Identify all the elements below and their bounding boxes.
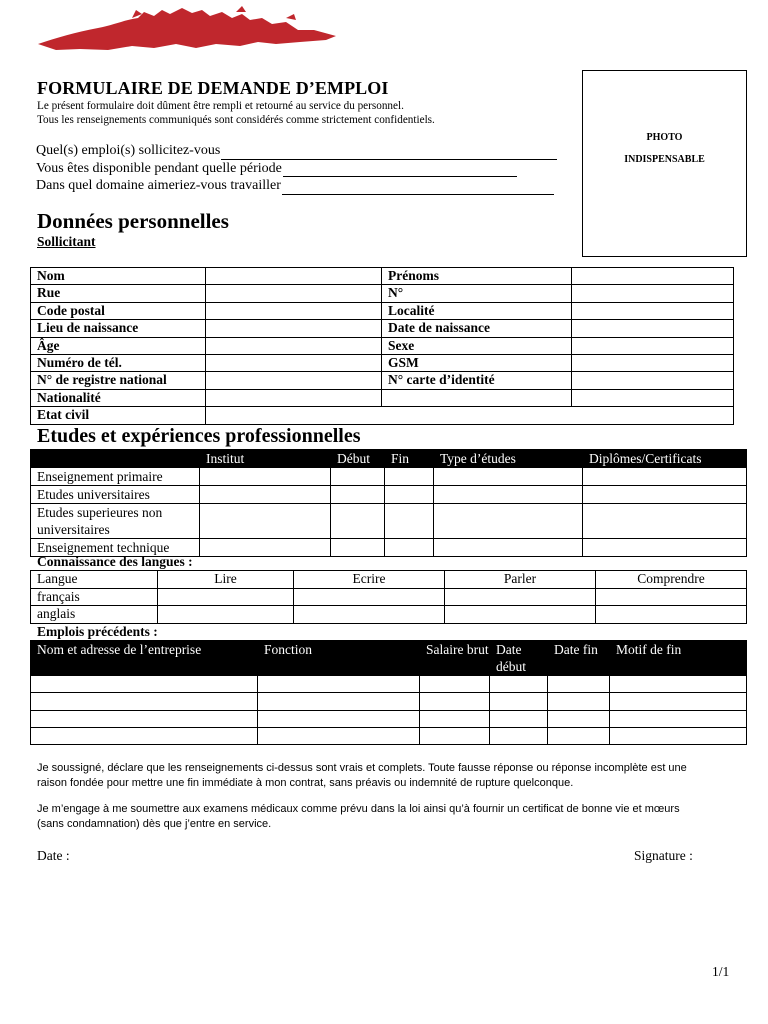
table-cell[interactable] <box>434 539 583 557</box>
column-header: Parler <box>445 571 596 589</box>
table-cell[interactable] <box>200 504 331 539</box>
field-label: Numéro de tél. <box>31 354 206 371</box>
table-cell[interactable] <box>434 468 583 486</box>
table-row <box>31 372 734 389</box>
table-cell[interactable] <box>158 606 294 624</box>
field-label: Lieu de naissance <box>31 320 206 337</box>
field-input[interactable] <box>572 372 734 389</box>
table-row <box>31 588 747 606</box>
row-label: Etudes superieures non universitaires <box>31 504 200 539</box>
field-label: Sexe <box>382 337 572 354</box>
photo-label: PHOTO <box>646 132 683 143</box>
field-label: GSM <box>382 354 572 371</box>
table-cell[interactable] <box>31 727 258 744</box>
table-cell[interactable] <box>610 710 747 727</box>
column-header: Lire <box>158 571 294 589</box>
date-label: Date : <box>37 848 70 863</box>
column-header: Langue <box>31 571 158 589</box>
table-row <box>31 337 734 354</box>
field-input[interactable] <box>572 320 734 337</box>
column-header: Institut <box>200 450 331 468</box>
table-cell[interactable] <box>294 588 445 606</box>
column-header: Date début <box>490 641 548 676</box>
availability-field[interactable] <box>283 164 517 177</box>
column-header: Date fin <box>548 641 610 676</box>
table-cell[interactable] <box>610 676 747 693</box>
field-input[interactable] <box>206 372 382 389</box>
table-header-row <box>31 571 747 589</box>
table-cell[interactable] <box>596 588 747 606</box>
table-cell[interactable] <box>596 606 747 624</box>
table-row <box>31 389 734 406</box>
column-header <box>31 450 200 468</box>
table-cell[interactable] <box>610 727 747 744</box>
table-cell[interactable] <box>200 486 331 504</box>
column-header: Motif de fin <box>610 641 747 676</box>
field-label: Nom <box>31 268 206 285</box>
column-header: Salaire brut <box>420 641 490 676</box>
field-label <box>382 389 572 406</box>
field-label: Prénoms <box>382 268 572 285</box>
studies-table <box>30 449 747 557</box>
table-cell[interactable] <box>31 676 258 693</box>
table-cell[interactable] <box>31 693 258 710</box>
table-cell[interactable] <box>445 606 596 624</box>
table-cell[interactable] <box>434 486 583 504</box>
table-row <box>31 727 747 744</box>
section-personal-heading: Données personnelles <box>37 209 229 233</box>
table-cell[interactable] <box>490 727 548 744</box>
declaration-line: (sans condamnation) dès que j’entre en service. <box>37 818 272 830</box>
table-row <box>31 320 734 337</box>
table-row <box>31 676 747 693</box>
field-input[interactable] <box>572 337 734 354</box>
table-row <box>31 606 747 624</box>
field-input[interactable] <box>206 389 382 406</box>
table-cell[interactable] <box>294 606 445 624</box>
field-input[interactable] <box>206 337 382 354</box>
table-cell[interactable] <box>331 539 385 557</box>
photo-required-label: INDISPENSABLE <box>624 154 705 165</box>
table-row <box>31 486 747 504</box>
field-label: Code postal <box>31 302 206 319</box>
row-label: Etudes universitaires <box>31 486 200 504</box>
field-input[interactable] <box>206 354 382 371</box>
table-cell[interactable] <box>490 693 548 710</box>
table-row <box>31 407 734 424</box>
table-cell[interactable] <box>200 539 331 557</box>
question-label: Quel(s) emploi(s) sollicitez-vous <box>36 143 221 158</box>
table-cell[interactable] <box>258 727 420 744</box>
field-label: Âge <box>31 337 206 354</box>
table-cell[interactable] <box>583 539 747 557</box>
form-intro <box>37 99 435 127</box>
table-cell[interactable] <box>331 486 385 504</box>
table-row <box>31 354 734 371</box>
row-label: Enseignement primaire <box>31 468 200 486</box>
intro-line: Le présent formulaire doit dûment être rempli et retourné au service du personnel. <box>37 100 404 112</box>
column-header: Comprendre <box>596 571 747 589</box>
field-label: N° de registre national <box>31 372 206 389</box>
table-cell[interactable] <box>420 693 490 710</box>
field-label: N° <box>382 285 572 302</box>
field-label: Localité <box>382 302 572 319</box>
column-header: Nom et adresse de l’entreprise <box>31 641 258 676</box>
table-row <box>31 268 734 285</box>
column-header: Type d’études <box>434 450 583 468</box>
form-title: FORMULAIRE DE DEMANDE D’EMPLOI <box>37 78 389 98</box>
declaration-paragraph <box>37 761 687 791</box>
signature-label: Signature : <box>634 848 693 863</box>
field-input[interactable] <box>206 268 382 285</box>
question-label: Vous êtes disponible pendant quelle période <box>36 160 282 176</box>
table-cell[interactable] <box>258 693 420 710</box>
table-cell[interactable] <box>258 710 420 727</box>
page-number: 1/1 <box>712 964 730 979</box>
table-cell[interactable] <box>158 588 294 606</box>
table-cell[interactable] <box>610 693 747 710</box>
table-cell[interactable] <box>583 468 747 486</box>
table-row <box>31 302 734 319</box>
table-cell[interactable] <box>583 504 747 539</box>
column-header: Diplômes/Certificats <box>583 450 747 468</box>
table-cell[interactable] <box>548 710 610 727</box>
application-questions <box>36 142 557 195</box>
declaration-line: raison fondée pour mettre une fin immédiate à mon contrat, sans préavis ou indemnité de rupture quelconque. <box>37 777 574 789</box>
column-header: Fin <box>385 450 434 468</box>
field-input[interactable] <box>572 354 734 371</box>
column-header: Ecrire <box>294 571 445 589</box>
field-input[interactable] <box>206 407 734 424</box>
table-cell[interactable] <box>385 468 434 486</box>
table-header-row <box>31 641 747 676</box>
table-row <box>31 710 747 727</box>
field-label: N° carte d’identité <box>382 372 572 389</box>
table-cell[interactable] <box>490 676 548 693</box>
table-cell[interactable] <box>490 710 548 727</box>
section-studies-heading: Etudes et expériences professionnelles <box>37 425 361 447</box>
previous-jobs-table <box>30 640 747 745</box>
job-sought-field[interactable] <box>221 147 557 160</box>
table-row <box>31 468 747 486</box>
field-input[interactable] <box>572 389 734 406</box>
table-header-row <box>31 450 747 468</box>
table-cell[interactable] <box>445 588 596 606</box>
previous-jobs-heading: Emplois précédents : <box>37 624 158 639</box>
row-label: Enseignement technique <box>31 539 200 557</box>
table-cell[interactable] <box>200 468 331 486</box>
field-label: Date de naissance <box>382 320 572 337</box>
table-cell[interactable] <box>385 539 434 557</box>
field-input[interactable] <box>572 302 734 319</box>
declaration-line: Je m’engage à me soumettre aux examens médicaux comme prévu dans la loi ainsi qu’à fournir un certificat de bonne vie et mœurs <box>37 803 680 815</box>
table-cell[interactable] <box>331 504 385 539</box>
personal-data-table <box>30 267 734 425</box>
table-cell[interactable] <box>331 468 385 486</box>
field-label: Nationalité <box>31 389 206 406</box>
table-cell[interactable] <box>548 676 610 693</box>
table-cell[interactable] <box>420 727 490 744</box>
table-cell[interactable] <box>420 710 490 727</box>
field-input[interactable] <box>206 285 382 302</box>
field-input[interactable] <box>572 268 734 285</box>
table-cell[interactable] <box>548 693 610 710</box>
column-header: Début <box>331 450 385 468</box>
row-label: anglais <box>31 606 158 624</box>
table-cell[interactable] <box>420 676 490 693</box>
table-cell[interactable] <box>258 676 420 693</box>
table-cell[interactable] <box>434 504 583 539</box>
photo-box[interactable] <box>582 70 747 257</box>
table-cell[interactable] <box>385 486 434 504</box>
field-label: Etat civil <box>31 407 206 424</box>
intro-line: Tous les renseignements communiqués sont considérés comme strictement confidentiels. <box>37 114 435 126</box>
applicant-subheading: Sollicitant <box>37 234 96 249</box>
table-cell[interactable] <box>31 710 258 727</box>
table-cell[interactable] <box>583 486 747 504</box>
field-input[interactable] <box>206 302 382 319</box>
table-row <box>31 285 734 302</box>
table-cell[interactable] <box>385 504 434 539</box>
table-cell[interactable] <box>548 727 610 744</box>
field-input[interactable] <box>572 285 734 302</box>
row-label: français <box>31 588 158 606</box>
domain-field[interactable] <box>282 182 554 195</box>
field-label: Rue <box>31 285 206 302</box>
declaration-line: Je soussigné, déclare que les renseignements ci-dessus sont vrais et complets. Toute fausse réponse ou réponse incomplète est une <box>37 762 687 774</box>
table-row <box>31 693 747 710</box>
column-header: Fonction <box>258 641 420 676</box>
question-label: Dans quel domaine aimeriez-vous travailler <box>36 178 281 193</box>
medical-commitment-paragraph <box>37 802 680 832</box>
company-logo <box>36 4 338 52</box>
languages-heading: Connaissance des langues : <box>37 554 193 569</box>
languages-table <box>30 570 747 624</box>
table-row <box>31 504 747 539</box>
field-input[interactable] <box>206 320 382 337</box>
